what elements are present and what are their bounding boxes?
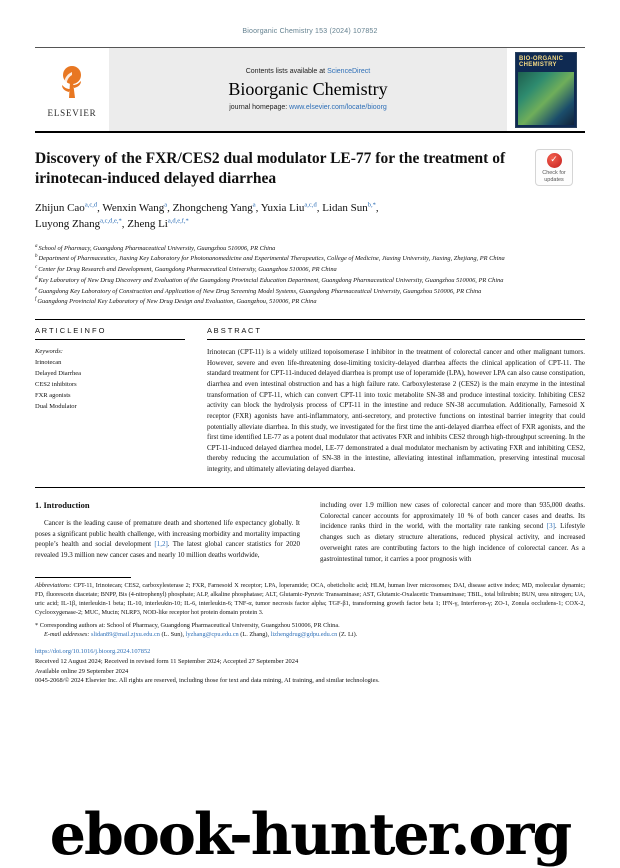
journal-homepage-link[interactable]: www.elsevier.com/locate/bioorg [289, 104, 387, 111]
keyword-item: Delayed Diarrhea [35, 370, 82, 378]
abbreviations-text: CPT-11, Irinotecan; CES2, carboxylesterase 2; FXR, Farnesoid X receptor; LPA, loperamide; OCA, obeticholic acid; HLM, human liver microsomes; DAI, disease active index; MD, molecular dynamic; FD, fluorescein diacetate; BNPP, Bis (4-nitrophenyl) phosphate; ALP, alkaline phosphatase; ALT, Glutamic-Pyruvic Transaminase; AST, Glutamic-Oxalacetic Transaminase; TBIL, total bilirubin; BUN, urea nitrogen; UA, uric acid; IL-1β, interleukin-1 beta; IL-10, interleukin-10; IL-6, interleukin-6; TNF-α, tumor necrosis factor alpha; TGF-β1, transforming growth factor beta 1; IFN-γ, Interferon-γ; ZO-1, Zonula occludens-1; COX-2, Cyclooxygenase-2; MUC, Mucin; NLRP3, NOD-like receptor hot protein domain protein 3. [35, 581, 585, 616]
email-link-li[interactable]: lizhengdrug@gdpu.edu.cn [270, 630, 338, 638]
author-affil-sup[interactable]: a,c,d [304, 201, 317, 209]
intro-left-text: Cancer is the leading cause of premature death and shortened life expectancy globally. It poses a significant public health challenge, with increasing morbidity and mortality impacting people’s health and social development [35, 518, 300, 549]
intro-right-text: . Lifestyle changes such as dietary structure alterations, reduced physical activity, and increased overweight rates are contributing factors to the high incidence of colorectal cancer. As a gastrointestinal tumor, it carries a poor prognosis with [320, 522, 585, 563]
author [35, 218, 127, 230]
body-columns [35, 500, 585, 565]
author-affil-sup[interactable]: a,c,d [84, 201, 98, 209]
citation-ref-3[interactable]: [3] [546, 522, 555, 531]
intro-left-text: . The latest global cancer statistics for 2020 revealed 19.3 million new cancer cases and nearly 10 million deaths worldwide, [35, 540, 300, 560]
contents-prefix: Contents lists available at [245, 68, 328, 75]
author-affil-sup[interactable]: a [164, 201, 168, 209]
author-affil-sup[interactable]: b,* [367, 201, 376, 209]
affiliation [35, 253, 585, 264]
elsevier-wordmark: ELSEVIER [47, 107, 97, 118]
article-title: Discovery of the FXR/CES2 dual modulator LE-77 for the treatment of irinotecan-induced delayed diarrhea [35, 150, 506, 187]
affiliation [35, 286, 585, 297]
check-for-updates-label: Check for updates [542, 170, 566, 183]
author [35, 202, 102, 214]
cover-image [518, 72, 574, 124]
copyright-line: 0045-2068/© 2024 Elsevier Inc. All rights are reserved, including those for text and data mining, AI training, and similar technologies. [35, 677, 380, 685]
author-name: Lidan Sun [322, 202, 368, 215]
author-sep: , [255, 202, 261, 215]
body-column-left [35, 500, 300, 565]
keywords-label: Keywords: [35, 348, 63, 356]
author [102, 202, 172, 214]
affiliation-marker: b [35, 254, 38, 260]
corresponding-authors-note: * Corresponding authors at: School of Pharmacy, Guangdong Pharmaceutical University, Guangzhou 510006, PR China. [35, 621, 340, 629]
abstract-column [207, 320, 585, 475]
received-dates: Received 12 August 2024; Received in revised form 11 September 2024; Accepted 27 September 2024 [35, 657, 299, 665]
article-info-abstract-section [35, 319, 585, 488]
abstract-text: Irinotecan (CPT-11) is a widely utilized topoisomerase I inhibitor in the treatment of colorectal cancer and other malignant tumors. However, severe and even life-threatening dose-limiting toxicity-delayed diarrhea affects the clinical application of CPT-11. The standard treatment for CPT-11-induced delayed diarrhea is prompt use of loperamide (LPA), however LPA can also cause constipation, diarrhea and even intestinal obstruction and has a high failure rate. Carboxylesterase 2 (CES2) is the main enzyme in the intestinal transformation of CPT-11, which can convert CPT-11 into toxic metabolite SN-38 and produce intestinal toxicity. Inhibiting CES2 activity can block the hydrolysis process of CPT-11 in the intestine and reduce SN-38 accumulation. Additionally, Farnesoid X receptor (FXR) agonists have anti-inflammatory, anti-secretory, and protective functions on intestinal barrier integrity that could potentially alleviate diarrhea. In this study, we investigated for the first time the anti-delayed diarrhea effect of FXR agonists, and the first time identified LE-77 as a potent dual modulator that activates FXR and inhibits CES2 through high-throughput screening. In the CPT-11-induced delayed diarrhea model, LE-77 demonstrated a dual modulator mechanism by activating FXR and inhibiting CES2, thereby reducing the accumulation of SN-38 in the intestine, alleviating intestinal inflammation, preserving intestinal mucosal integrity, and ultimately alleviating delayed diarrhea. [207, 348, 585, 474]
affiliation-text: Guangdong Key Laboratory of Construction and Application of New Drug Screening Model Systems, Guangdong Pharmaceutical University, Guangzhou 510006, PR China [38, 287, 482, 295]
author-sep: , [316, 202, 323, 215]
affiliation-text: School of Pharmacy, Guangdong Pharmaceutical University, Guangzhou 510006, PR China [38, 244, 276, 252]
cover-area [507, 48, 585, 131]
affiliation-marker: d [35, 275, 38, 281]
check-for-updates-badge[interactable] [535, 149, 573, 186]
author-affil-sup[interactable]: a,d,e,f,* [167, 217, 189, 225]
affiliation-marker: a [35, 243, 38, 249]
author-line-2 [35, 217, 585, 233]
keyword-item: CES2 inhibitors [35, 381, 77, 389]
author-name: Wenxin Wang [102, 202, 165, 215]
email-suffix: (L. Zhang), [238, 630, 271, 638]
author [127, 218, 189, 230]
affiliation [35, 275, 585, 286]
ebook-hunter-watermark: ebook-hunter.org [49, 801, 571, 868]
author-sep: , [375, 202, 379, 215]
author-list [35, 201, 585, 233]
keyword-item: Dual Modulator [35, 403, 77, 411]
affiliation-text: Department of Pharmaceutics, Jiaxing Key Laboratory for Photonanomedicine and Experimental Therapeutics, College of Medicine, Jiaxing University, Jiaxing, Zhejiang, PR China [38, 255, 505, 263]
affiliation-text: Guangdong Provincial Key Laboratory of New Drug Design and Evaluation, Guangzhou, 510006, PR China [37, 298, 317, 306]
article-info-heading: A R T I C L E I N F O [35, 320, 185, 340]
journal-title: Bioorganic Chemistry [228, 79, 388, 99]
author-affil-sup[interactable]: a [252, 201, 256, 209]
intro-paragraph-left [35, 518, 300, 561]
affiliation-list [35, 243, 585, 307]
abbreviations-label: Abbreviations: [35, 581, 72, 589]
author [322, 202, 378, 214]
email-addresses-line [35, 631, 585, 638]
author-name: Zheng Li [127, 218, 168, 231]
elsevier-tree-icon [53, 62, 91, 106]
intro-right-text: including over 1.9 million new cases of colorectal cancer and more than 935,000 deaths. Colorectal cancer accounts for approximately 10 % of both cancer cases and deaths. Its incidence ranks third in the world, with the mortality rate ranking second [320, 500, 585, 531]
affiliation [35, 243, 585, 254]
author-sep: , [97, 202, 103, 215]
title-row [35, 149, 585, 189]
email-suffix: (Z. Li). [337, 630, 358, 638]
author-name: Zhongcheng Yang [172, 202, 253, 215]
author [173, 202, 261, 214]
author-sep: , [121, 218, 128, 231]
author [261, 202, 322, 214]
author-name: Zhijun Cao [35, 202, 85, 215]
journal-citation: Bioorganic Chemistry 153 (2024) 107852 [242, 28, 378, 35]
banner-center [109, 48, 507, 131]
affiliation-marker: c [35, 265, 38, 271]
email-suffix: (L. Sun), [159, 630, 186, 638]
author-name: Yuxia Liu [260, 202, 305, 215]
affiliation-text: Center for Drug Research and Development, Guangdong Pharmaceutical University, Guangzhou 510006, PR China [38, 266, 337, 274]
author-name: Luyong Zhang [35, 218, 101, 231]
sciencedirect-link[interactable]: ScienceDirect [327, 68, 371, 75]
affiliation-marker: f [35, 297, 37, 303]
crossmark-icon: ✓ [547, 153, 562, 168]
affiliation-text: Key Laboratory of New Drug Discovery and Evaluation of the Guangdong Provincial Education Department, Guangdong Pharmaceutical University, Guangzhou 510006, PR China [38, 277, 504, 285]
affiliation [35, 264, 585, 275]
article-footer [35, 647, 585, 687]
affiliation [35, 296, 585, 307]
author-sep: , [167, 202, 173, 215]
keyword-item: FXR agonists [35, 392, 71, 400]
keyword-item: Irinotecan [35, 359, 62, 367]
footnote-block [35, 577, 585, 638]
author-affil-sup[interactable]: a,c,d,e,* [100, 217, 122, 225]
intro-paragraph-right [320, 500, 585, 565]
affiliation-marker: e [35, 286, 38, 292]
homepage-prefix: journal homepage: [229, 104, 290, 111]
homepage-line [229, 104, 387, 111]
contents-line [246, 68, 371, 75]
body-column-right [320, 500, 585, 565]
keywords-block [35, 340, 185, 412]
article-info-column [35, 320, 185, 475]
elsevier-logo [35, 48, 109, 131]
abstract-heading: A B S T R A C T [207, 320, 585, 340]
journal-banner [35, 47, 585, 133]
email-label: E-mail addresses: [44, 630, 90, 638]
section-heading-introduction: 1. Introduction [35, 499, 90, 510]
journal-cover-thumbnail[interactable] [515, 52, 577, 128]
available-online: Available online 29 September 2024 [35, 667, 129, 675]
abbreviations [35, 582, 585, 618]
paper-page [0, 28, 620, 686]
email-link-sun[interactable]: slidan89@mail.zjxu.edu.cn [91, 630, 160, 638]
footnote-divider [35, 577, 131, 578]
cover-title: BIO-ORGANIC CHEMISTRY [519, 55, 564, 69]
citation-ref-1-2[interactable]: [1,2] [154, 540, 168, 549]
email-link-zhang[interactable]: lyzhang@cpu.edu.cn [185, 630, 239, 638]
author-line-1 [35, 201, 585, 217]
doi-link[interactable]: https://doi.org/10.1016/j.bioorg.2024.107852 [35, 647, 151, 655]
